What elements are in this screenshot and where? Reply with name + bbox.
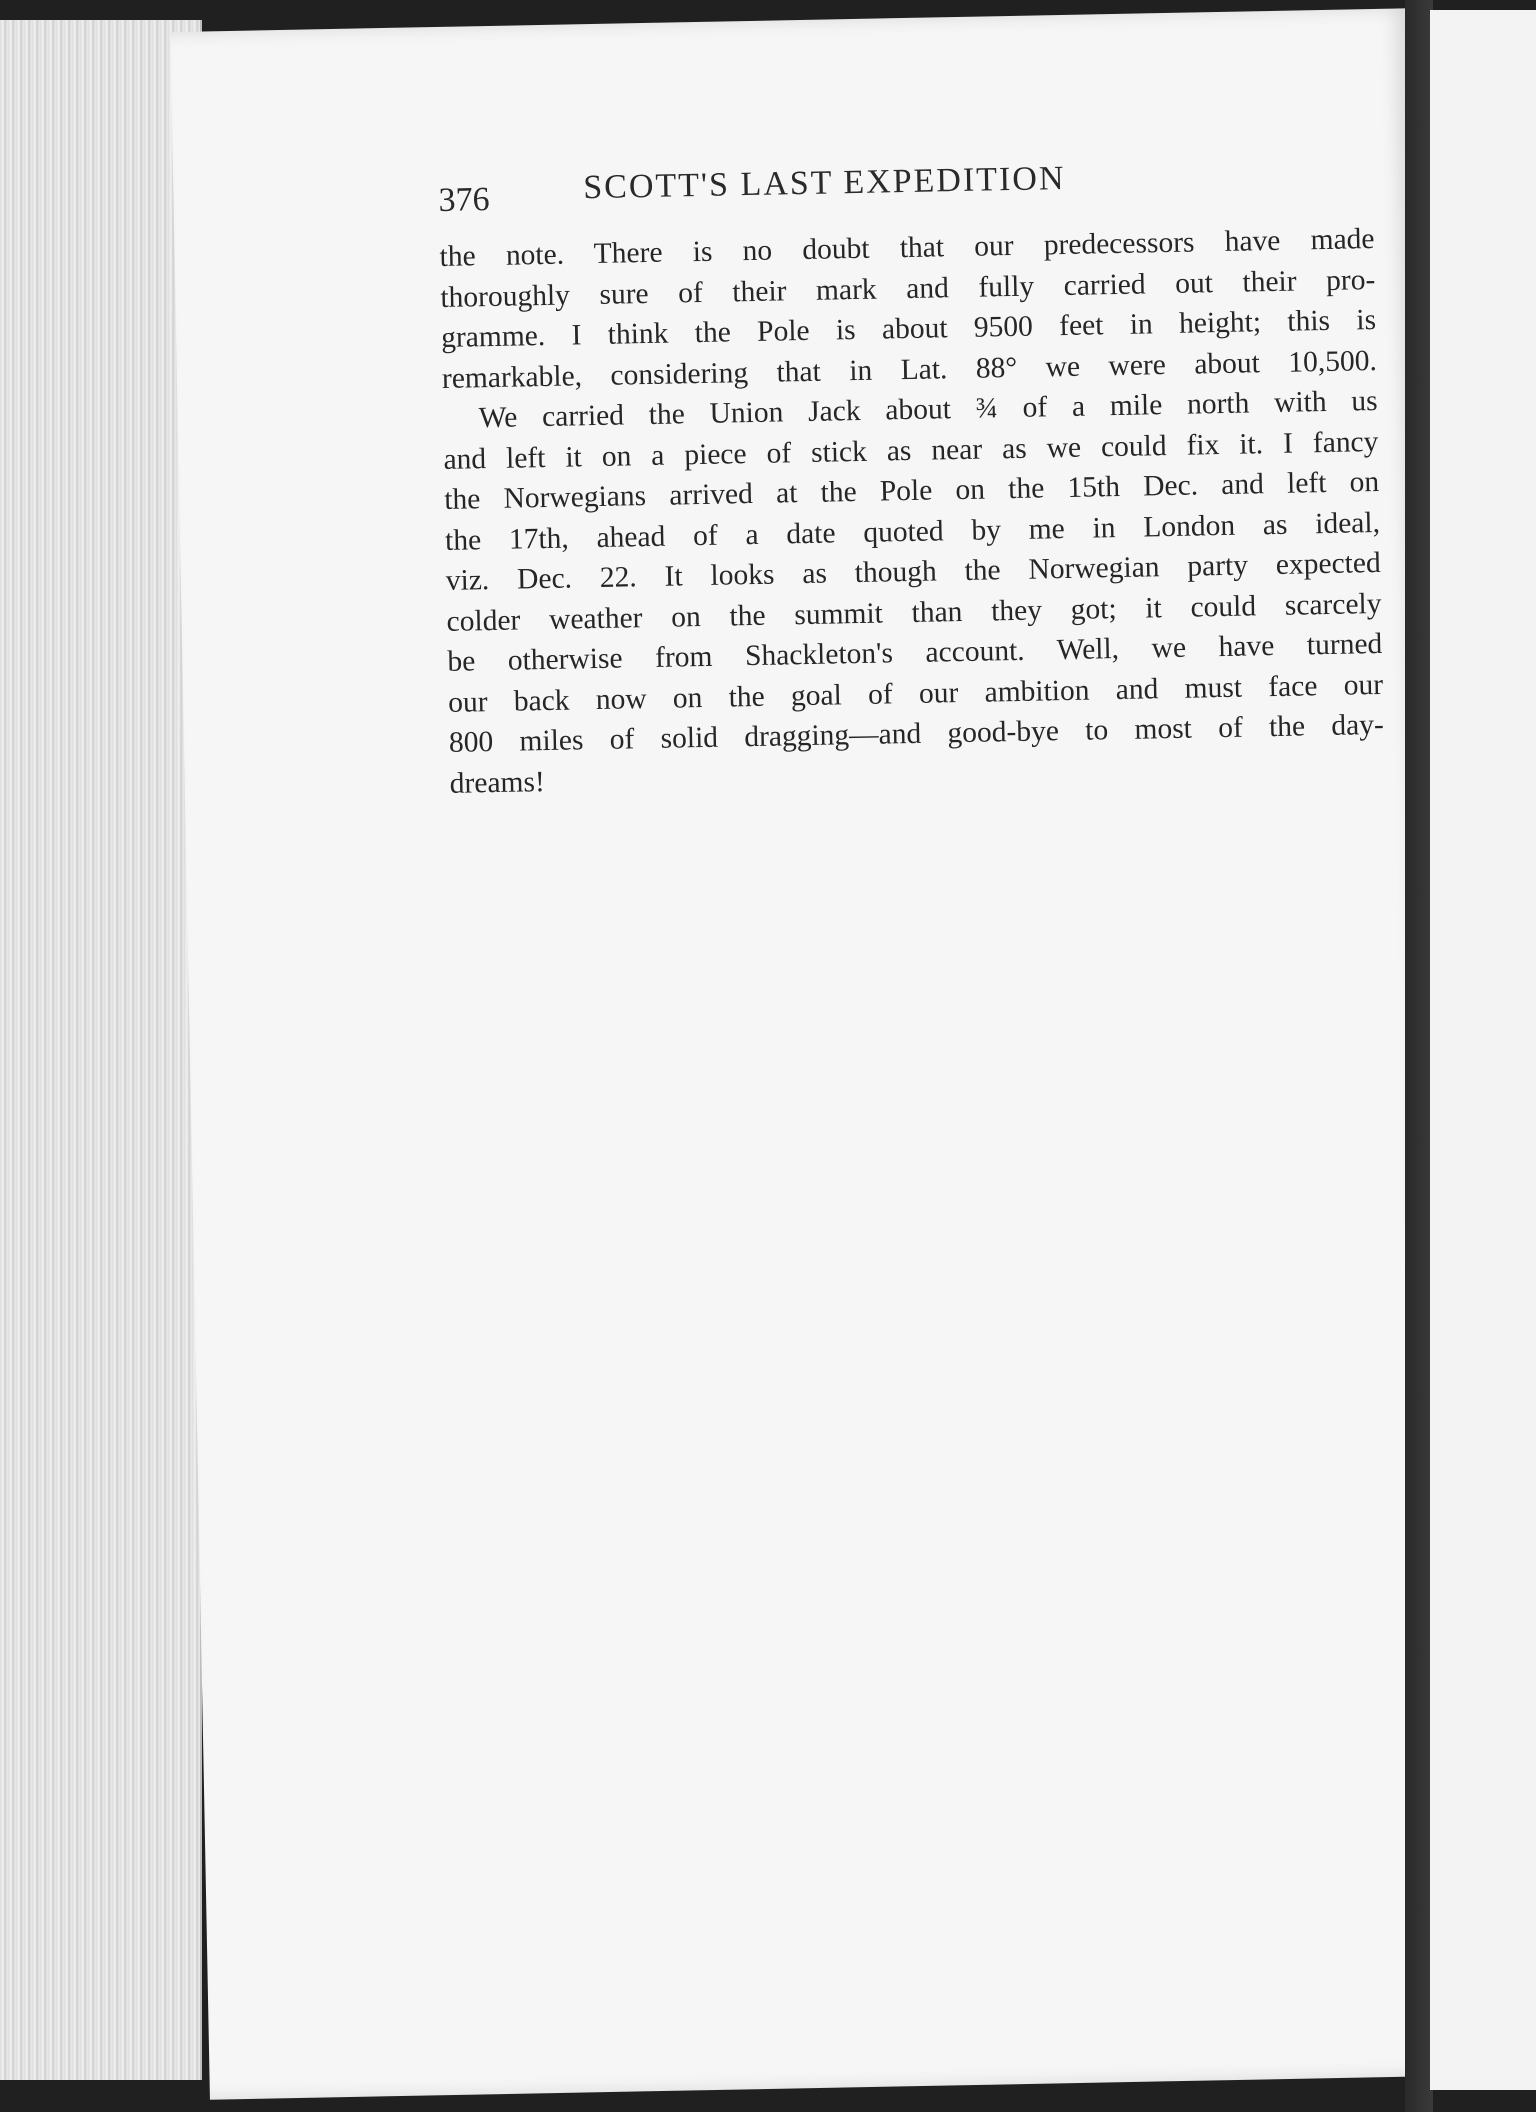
text-line: We carried the Union Jack about ¾ of a mile north with us <box>478 384 1378 435</box>
page-body <box>439 219 1385 804</box>
running-head: SCOTT'S LAST EXPEDITION <box>582 159 1066 207</box>
paragraph <box>442 381 1385 804</box>
text-line: dreams! <box>449 765 546 800</box>
text-line: thoroughly sure of their mark and fully carried out their pro- <box>440 263 1376 314</box>
text-line: remarkable, considering that in Lat. 88° we were about 10,500. <box>441 344 1378 395</box>
text-line: gramme. I think the Pole is about 9500 feet in height; this is <box>440 304 1377 354</box>
page-number: 376 <box>438 180 490 219</box>
text-line: the note. There is no doubt that our predecessors have made <box>439 223 1375 273</box>
text-line: the 17th, ahead of a date quoted by me in London as ideal, <box>444 506 1381 557</box>
text-line: viz. Dec. 22. It looks as though the Norwegian party expected <box>445 546 1381 597</box>
book-page <box>170 8 1449 2099</box>
text-line: colder weather on the summit than they got; it could scarcely <box>446 587 1382 638</box>
paragraph <box>439 219 1377 399</box>
text-line: be otherwise from Shackleton's account. Well, we have turned <box>447 627 1383 678</box>
page-header <box>438 158 1179 232</box>
text-line: the Norwegians arrived at the Pole on the 15th Dec. and left on <box>443 465 1380 516</box>
text-line: and left it on a piece of stick as near as we could fix it. I fancy <box>443 425 1379 476</box>
page-edges <box>0 20 202 2080</box>
text-line: 800 miles of solid dragging—and good-bye to most of the day- <box>448 708 1385 759</box>
facing-page-edge <box>1430 10 1536 2090</box>
text-line: our back now on the goal of our ambition and must face our <box>447 668 1384 719</box>
gutter-shadow <box>1405 0 1433 2112</box>
